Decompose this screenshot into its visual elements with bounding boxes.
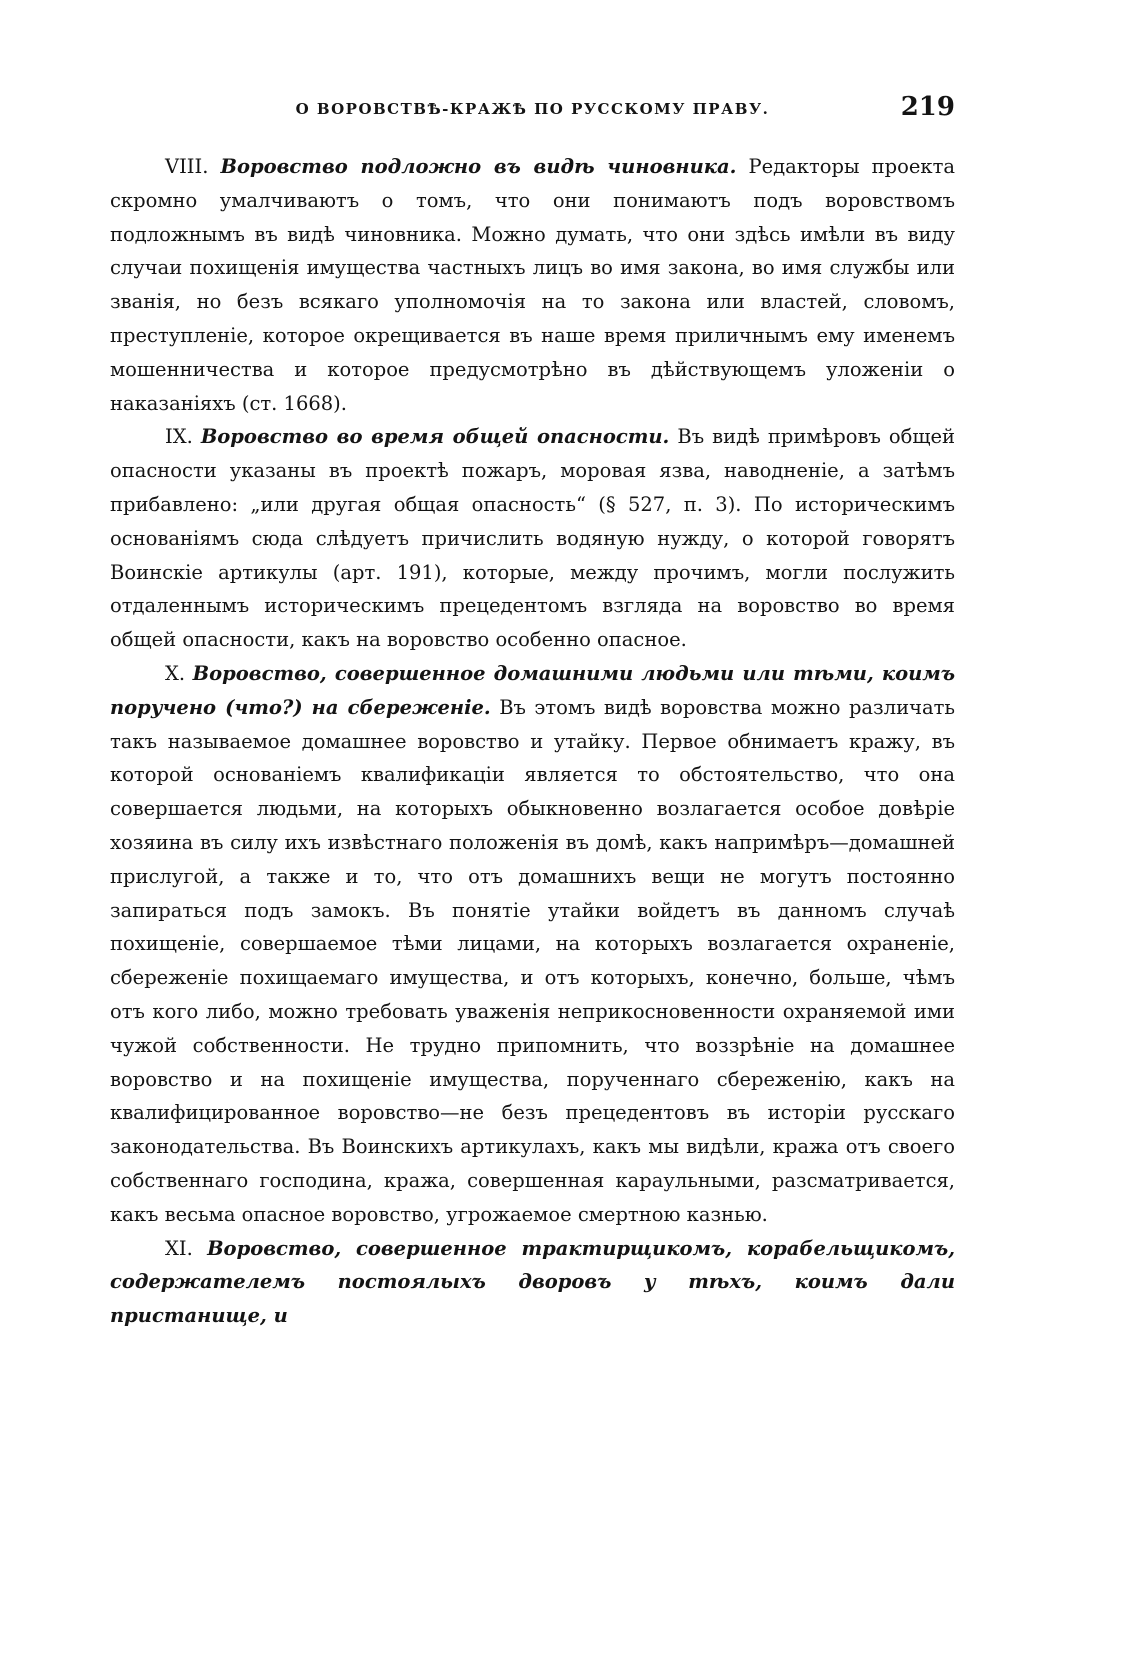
page-header (110, 92, 955, 128)
page-number: 219 (900, 92, 955, 122)
section-number: VIII. (165, 155, 209, 178)
section-title: Воровство подложно въ видѣ чиновника. (220, 155, 737, 178)
paragraph-x (110, 657, 955, 1232)
section-title: Воровство, совершенное трактирщикомъ, корабельщикомъ, содержателемъ постоялыхъ дворовъ у тѣхъ, коимъ дали пристанище, и (110, 1236, 955, 1328)
paragraph-text: Въ видѣ примѣровъ общей опасности указаны въ проектѣ пожаръ, моровая язва, наводненіе, а затѣмъ прибавлено: „или другая общая опасность“ (§ 527, п. 3). По историческимъ основаніямъ сюда слѣдуетъ причислить водяную нужду, о которой говорятъ Воинскіе артикулы (арт. 191), которые, между прочимъ, могли послужить отдаленнымъ историческимъ прецедентомъ взгляда на воровство во время общей опасности, какъ на воровство особенно опасное. (110, 425, 956, 652)
body-text (110, 150, 956, 1328)
paragraph-text: Редакторы проекта скромно умалчиваютъ о томъ, что они понимаютъ подъ воровствомъ подложнымъ въ видѣ чиновника. Можно думать, что они здѣсь имѣли въ виду случаи похищенія имущества частныхъ лицъ во имя закона, во имя службы или званія, но безъ всякаго уполномочія на то закона или властей, словомъ, преступленіе, которое окрещивается въ наше время приличнымъ ему именемъ мошенничества и которое предусмотрѣно въ дѣйствующемъ уложеніи о наказаніяхъ (ст. 1668). (110, 155, 955, 415)
section-title: Воровство, совершенное домашними людьми или тѣми, коимъ поручено (что?) на сбереженіе. (110, 661, 956, 719)
paragraph-viii (110, 150, 955, 420)
paragraph-text: Въ этомъ видѣ воровства можно различать такъ называемое домашнее воровство и утайку. Первое обнимаетъ кражу, въ которой основаніемъ квалификаціи является то обстоятельство, что она совершается людьми, на которыхъ обыкновенно возлагается особое довѣріе хозяина въ силу ихъ извѣстнаго положенія въ домѣ, какъ напримѣръ—домашней прислугой, а также и то, что отъ домашнихъ вещи не могутъ постоянно запираться подъ замокъ. Въ понятіе утайки войдетъ въ данномъ случаѣ похищеніе, совершаемое тѣми лицами, на которыхъ возлагается охраненіе, сбереженіе похищаемаго имущества, и отъ которыхъ, конечно, больше, чѣмъ отъ кого либо, можно требовать уваженія неприкосновенности охраняемой ими чужой собственности. Не трудно припомнить, что воззрѣніе на домашнее воровство и на похищеніе имущества, порученнаго сбереженію, какъ на квалифицированное воровство—не безъ прецедентовъ въ исторіи русскаго законодательства. Въ Воинскихъ артикулахъ, какъ мы видѣли, кража отъ своего собственнаго господина, кража, совершенная караульными, разсматривается, какъ весьма опасное воровство, угрожаемое смертною казнью. (110, 695, 955, 1226)
section-title: Воровство во время общей опасности. (200, 425, 670, 449)
paragraph-xi (110, 1232, 955, 1328)
section-number: X. (165, 661, 186, 685)
paragraph-ix (110, 420, 955, 657)
section-number: XI. (165, 1236, 193, 1260)
section-number: IX. (165, 425, 193, 449)
running-title: О ВОРОВСТВѢ-КРАЖѢ ПО РУССКОМУ ПРАВУ. (295, 100, 770, 118)
